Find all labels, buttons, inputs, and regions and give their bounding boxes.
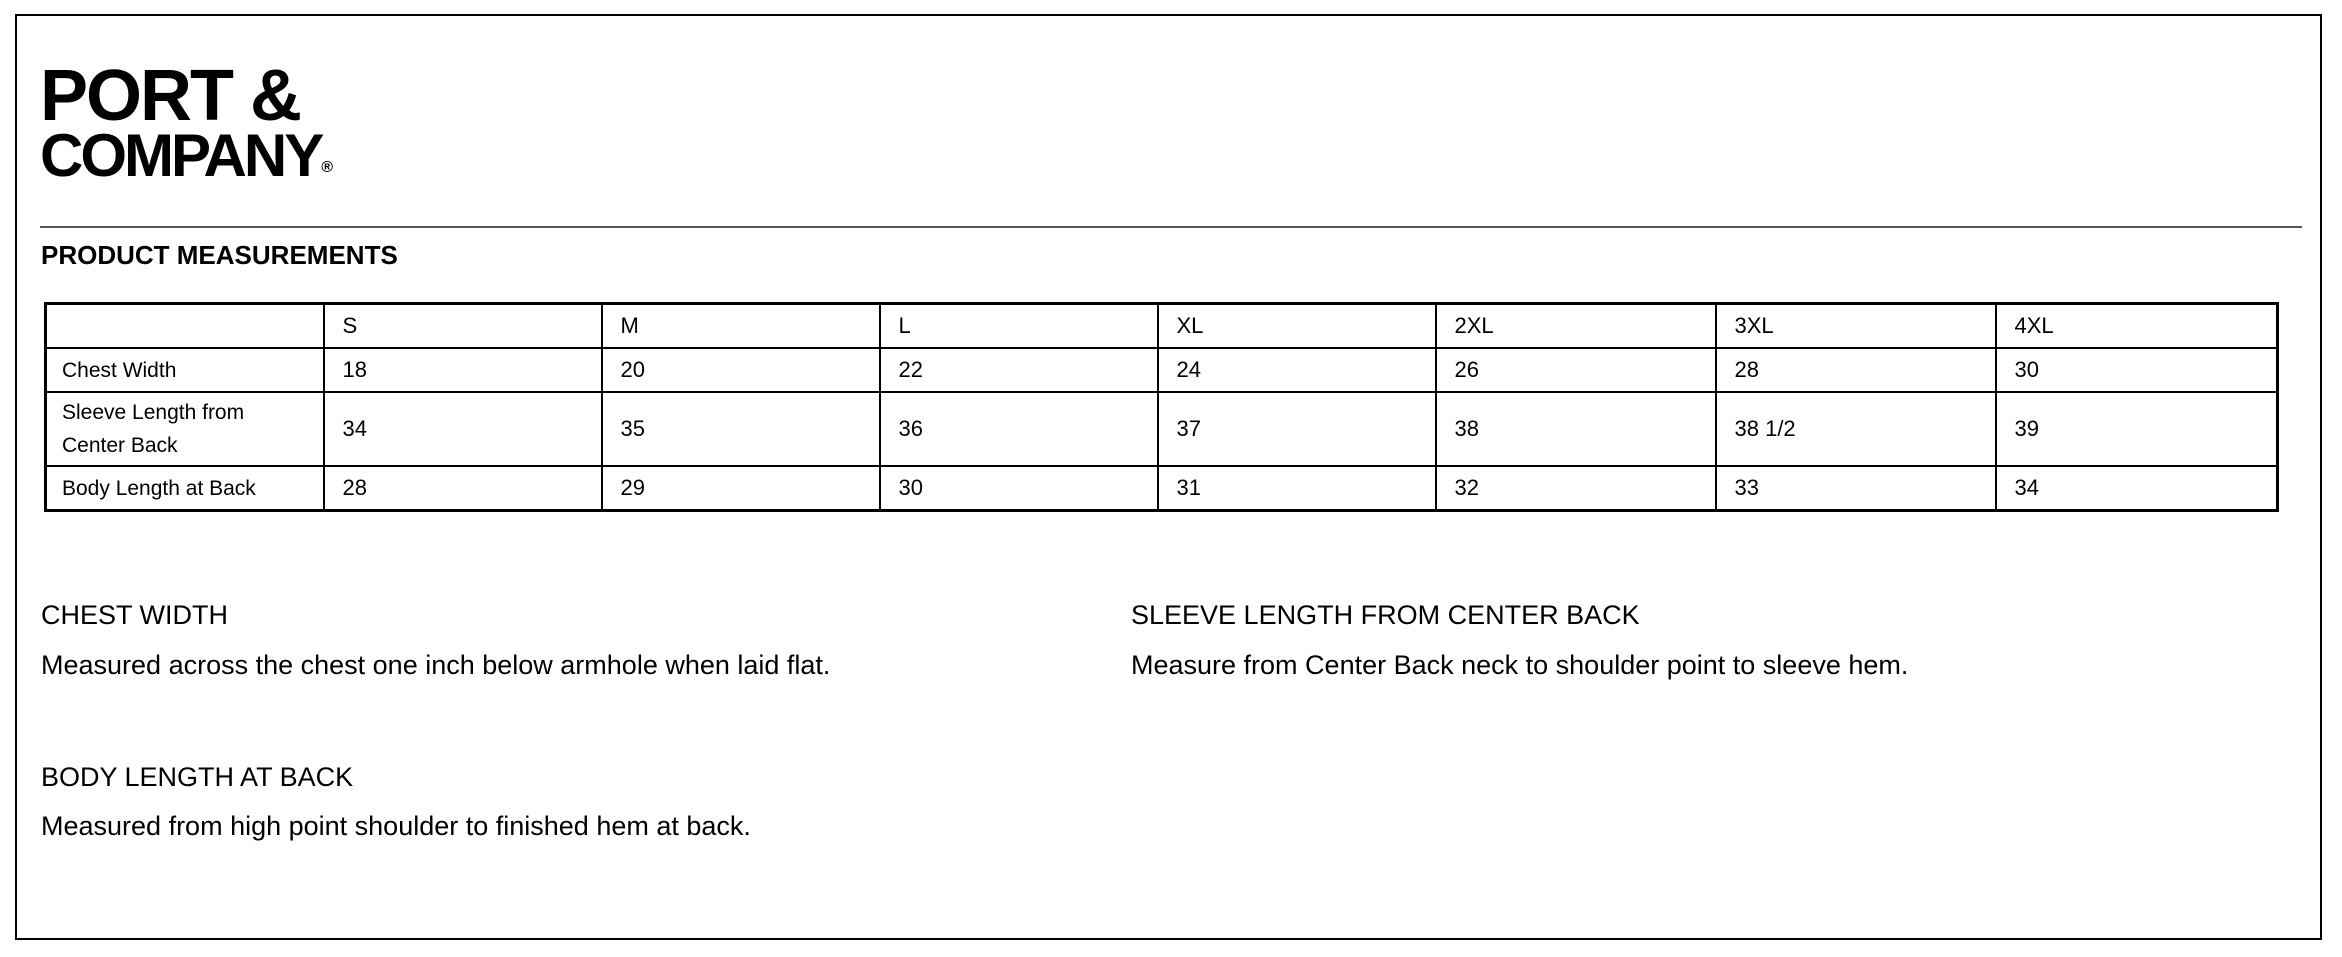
table-cell: 34 (324, 392, 602, 466)
size-header-cell: 3XL (1716, 304, 1996, 349)
table-cell: 26 (1436, 348, 1716, 392)
size-header-cell: 4XL (1996, 304, 2278, 349)
table-cell: 35 (602, 392, 880, 466)
table-corner-cell (46, 304, 324, 349)
row-label-line: Center Back (62, 434, 178, 457)
table-row (46, 392, 2278, 466)
table-cell: 38 1/2 (1716, 392, 1996, 466)
row-label-sleeve-length (46, 392, 324, 466)
chest-width-description: Measured across the chest one inch below armhole when laid flat. (41, 650, 831, 680)
table-cell: 24 (1158, 348, 1436, 392)
table-cell: 37 (1158, 392, 1436, 466)
table-cell: 38 (1436, 392, 1716, 466)
size-header-cell: M (602, 304, 880, 349)
chest-width-title: CHEST WIDTH (41, 600, 228, 630)
section-heading: PRODUCT MEASUREMENTS (41, 240, 398, 270)
table-cell: 28 (324, 466, 602, 511)
table-cell: 22 (880, 348, 1158, 392)
table-cell: 18 (324, 348, 602, 392)
size-header-cell: L (880, 304, 1158, 349)
header-divider (40, 226, 2302, 228)
table-cell: 20 (602, 348, 880, 392)
brand-logo (40, 56, 334, 189)
table-header-row (46, 304, 2278, 349)
table-row (46, 466, 2278, 511)
table-row (46, 348, 2278, 392)
size-header-cell: S (324, 304, 602, 349)
table-cell: 39 (1996, 392, 2278, 466)
sleeve-length-title: SLEEVE LENGTH FROM CENTER BACK (1131, 600, 1640, 630)
measurements-table (44, 302, 2279, 512)
size-header-cell: 2XL (1436, 304, 1716, 349)
row-label-body-length: Body Length at Back (46, 466, 324, 511)
brand-logo-line1: PORT & (40, 56, 301, 136)
table-cell: 34 (1996, 466, 2278, 511)
table-cell: 33 (1716, 466, 1996, 511)
registered-mark-icon: ® (321, 159, 334, 176)
table-cell: 36 (880, 392, 1158, 466)
table-cell: 28 (1716, 348, 1996, 392)
table-cell: 32 (1436, 466, 1716, 511)
sleeve-length-description: Measure from Center Back neck to shoulder point to sleeve hem. (1131, 650, 1909, 680)
brand-logo-line2 (40, 122, 334, 189)
body-length-title: BODY LENGTH AT BACK (41, 762, 354, 792)
table-cell: 30 (1996, 348, 2278, 392)
row-label-line: Sleeve Length from (62, 401, 245, 424)
table-cell: 31 (1158, 466, 1436, 511)
size-header-cell: XL (1158, 304, 1436, 349)
body-length-description: Measured from high point shoulder to finished hem at back. (41, 811, 751, 841)
table-cell: 29 (602, 466, 880, 511)
table-cell: 30 (880, 466, 1158, 511)
brand-logo-company: COMPANY (40, 122, 322, 189)
row-label-chest-width: Chest Width (46, 348, 324, 392)
